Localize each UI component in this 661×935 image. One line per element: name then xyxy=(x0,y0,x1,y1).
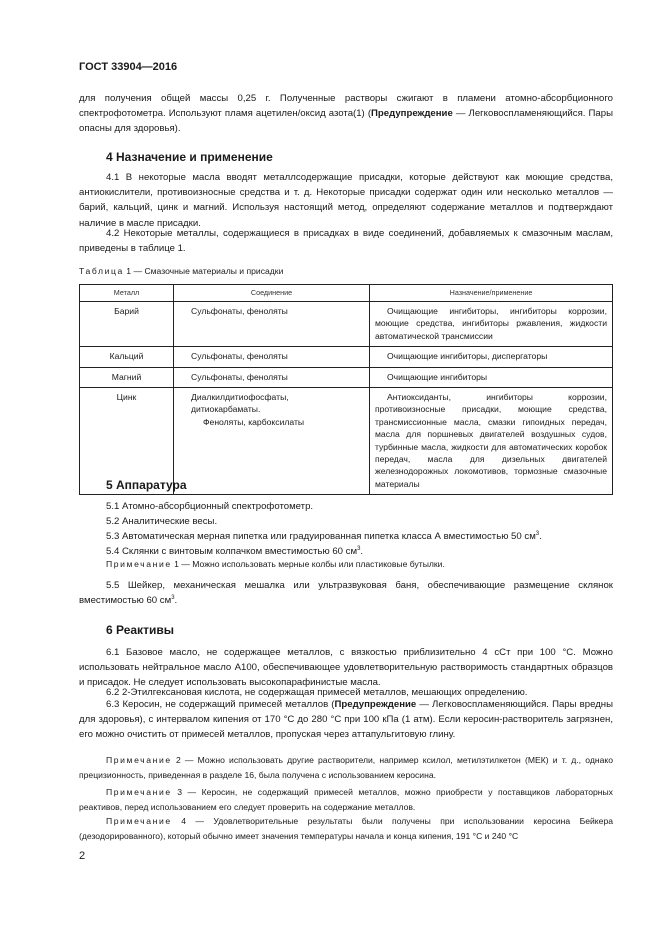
list-item xyxy=(106,529,616,544)
paragraph-5-5-end: . xyxy=(174,595,178,607)
table-header-compound: Соединение xyxy=(174,285,370,302)
list-item-end: . xyxy=(360,546,364,557)
note-text: 4 — Удовлетворительные результаты были получены при использовании керосина Бейкера (дезодорированного), который обычно имеет значения температуры начала и конца кипения, 191 °С и 240 °С xyxy=(79,816,613,841)
note-4 xyxy=(79,814,613,843)
list-item: 5.2 Аналитические весы. xyxy=(106,516,218,527)
compound-line: дитиокарбаматы. xyxy=(191,404,261,415)
compound-line: Сульфонаты, феноляты xyxy=(191,371,288,382)
table-row xyxy=(80,367,613,387)
paragraph-6-1: 6.1 Базовое масло, не содержащее металлов, с вязкостью приблизительно 4 сСт при 100 °С. Можно использовать нейтральное масло А100, обеспечивающее удовлетворительную растворимость стандартных образцов и присадок. Не следует использовать высокопарафинистые масла. xyxy=(79,647,613,689)
section-6-heading: 6 Реактивы xyxy=(106,623,174,637)
note-1 xyxy=(106,557,616,572)
table-caption-text: 1 — Смазочные материалы и присадки xyxy=(126,266,284,276)
warning-label: Предупреждение xyxy=(334,699,417,710)
paragraph-4-2: 4.2 Некоторые металлы, содержащиеся в присадках в виде соединений, добавляемых к смазочным маслам, приведены в таблице 1. xyxy=(79,228,613,255)
warning-label: Предупреждение xyxy=(371,108,453,120)
intro-text-b: — Легковоспламеняющийся. Пары опасны для здоровья). xyxy=(79,108,613,135)
table-caption-label: Таблица xyxy=(79,266,124,276)
note-label: Примечание xyxy=(106,559,172,569)
cell-use xyxy=(370,367,613,387)
paragraph-6-3 xyxy=(79,697,613,743)
use-text: Очищающие ингибиторы xyxy=(387,371,488,382)
list-item-text: 5.4 Склянки с винтовым колпачком вместимостью 60 см xyxy=(106,546,358,557)
use-text: Очищающие ингибиторы, диспергаторы xyxy=(387,351,548,362)
list-item-text: 5.3 Автоматическая мерная пипетка или градуированная пипетка класса А вместимостью 50 см xyxy=(106,531,536,542)
section-4-heading: 4 Назначение и применение xyxy=(106,150,273,164)
list-item: 5.1 Атомно-абсорбционный спектрофотометр. xyxy=(106,501,314,512)
note-text: 2 — Можно использовать другие растворители, например ксилол, метилэтилкетон (МЕК) и т. д., однако прецизионность, приведенная в разделе 16, была получена с использованием керосина. xyxy=(79,755,613,780)
paragraph-4-1: 4.1 В некоторые масла вводят металлсодержащие присадки, которые действуют как моющие средства, антиокислители, противоизносные средства и т. д. Некоторые присадки содержат один или несколько металлов — барий, кальций, цинк и магний. Используя настоящий метод, определяют содержание металлов и подтверждают наличие в масле присадки. xyxy=(79,172,613,229)
intro-text-a: для получения общей массы 0,25 г. Полученные растворы сжигают в пламени атомно-абсорбционного спектрофотометра. Используют пламя ацетилен/оксид азота(1) ( xyxy=(79,93,613,120)
cell-metal: Цинк xyxy=(80,388,174,495)
cell-metal: Магний xyxy=(80,367,174,387)
paragraph-6-3-text-a: 6.3 Керосин, не содержащий примесей металлов ( xyxy=(106,699,335,710)
cell-metal: Кальций xyxy=(80,347,174,367)
compound-line: Диалкилдитиофосфаты, xyxy=(191,392,289,403)
cell-metal: Барий xyxy=(80,302,174,347)
use-text: Антиоксиданты, ингибиторы коррозии, противоизносные присадки, моющие средства, трансмиссионные масла, смазки гипоидных передач, масла для поршневых двигателей воздушных судов, турбинные масла, жидкости для автоматических коробок передач, масла для дизельных двигателей железнодорожных локомотивов, тормозные смазочные материалы xyxy=(375,392,607,489)
table-row xyxy=(80,347,613,367)
cell-compound xyxy=(174,302,370,347)
table-header-use: Назначение/применение xyxy=(370,285,613,302)
compound-line: Феноляты, карбоксилаты xyxy=(203,416,305,427)
compound-line: Сульфонаты, феноляты xyxy=(191,306,288,316)
table-header-metal: Металл xyxy=(80,285,174,302)
cell-compound xyxy=(174,388,370,495)
cell-use xyxy=(370,347,613,367)
cell-use xyxy=(370,388,613,495)
page-number: 2 xyxy=(79,850,86,862)
superscript: 3 xyxy=(171,595,175,602)
table-caption xyxy=(79,266,283,276)
list-item-end: . xyxy=(539,531,542,542)
table-header-row xyxy=(80,285,613,302)
cell-use xyxy=(370,302,613,347)
note-3 xyxy=(79,785,613,814)
paragraph-5-5 xyxy=(79,578,613,608)
note-label: Примечание xyxy=(106,816,172,826)
cell-compound xyxy=(174,367,370,387)
superscript: 3 xyxy=(535,530,540,537)
cell-compound xyxy=(174,347,370,367)
note-text: 3 — Керосин, не содержащий примесей металлов, можно приобрести у поставщиков лабораторных реактивов, перед использованием его следует проверить на содержание металлов. xyxy=(79,787,613,812)
use-text: Очищающие ингибиторы, ингибиторы коррозии, моющие средства, ингибиторы ржавления, жидкости автоматической трансмиссии xyxy=(375,306,607,341)
apparatus-list xyxy=(106,499,616,559)
paragraph-6-2: 6.2 2-Этилгексановая кислота, не содержащая примесей металлов, мешающих определению. xyxy=(106,687,528,698)
paragraph-6-3-text-b: — Легковоспламеняющийся. Пары вредны для здоровья), с интервалом кипения от 170 °С до 280 °С при 100 кПа (1 атм). Если керосин-растворитель загрязнен, его можно очистить от примесей металлов, пропуская через аттапульгитовую глину. xyxy=(79,699,613,741)
note-2 xyxy=(79,753,613,782)
intro-paragraph xyxy=(79,91,613,137)
note-label: Примечание xyxy=(106,755,172,765)
superscript: 3 xyxy=(357,545,361,552)
document-header: ГОСТ 33904—2016 xyxy=(79,61,178,73)
paragraph-5-5-text: 5.5 Шейкер, механическая мешалка или ультразвуковая баня, обеспечивающие размещение склянок вместимостью 60 см xyxy=(79,580,613,607)
note-label: Примечание xyxy=(106,787,172,797)
section-5-heading: 5 Аппаратура xyxy=(106,478,187,492)
compound-line: Сульфонаты, феноляты xyxy=(191,351,288,362)
note-text: 1 — Можно использовать мерные колбы или пластиковые бутылки. xyxy=(174,559,445,569)
table-row xyxy=(80,302,613,347)
lubricants-table xyxy=(79,284,613,495)
